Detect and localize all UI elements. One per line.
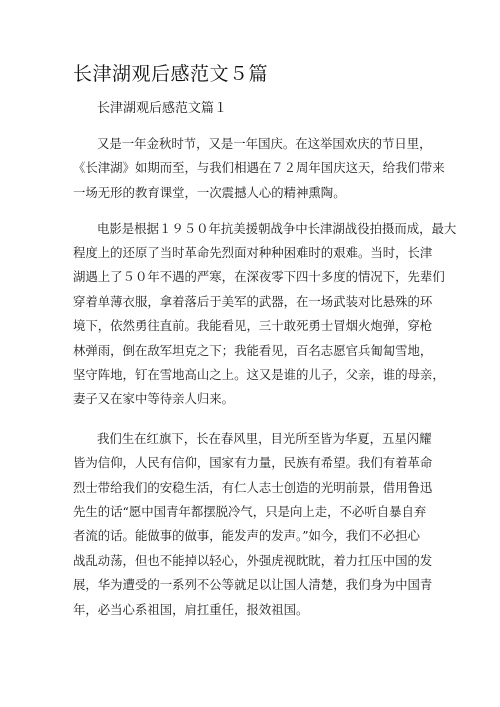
text-line: 程度上的还原了当时革命先烈面对种种困难时的艰难。当时，长津 [73,245,433,260]
text-line: 《长津湖》如期而至，与我们相遇在７２周年国庆这天，给我们带来 [73,160,445,175]
text-line: 我们生在红旗下，长在春风里，目光所至皆为华夏，五星闪耀 [97,431,432,446]
text-line: 年，必当心系祖国，肩扛重任，报效祖国。 [73,602,309,617]
text-line: 先生的话“愿中国青年都摆脱冷气，只是向上走，不必听自暴自弃 [73,504,427,519]
text-line: 妻子又在家中等待亲人归来。 [73,391,235,406]
text-line: 皆为信仰，人民有信仰，国家有力量，民族有希望。我们有着革命 [73,455,433,470]
text-line: 又是一年金秋时节，又是一年国庆。在这举国欢庆的节日里， [97,136,432,151]
text-line: 坚守阵地，钉在雪地高山之上。这又是谁的儿子，父亲，谁的母亲， [73,367,445,382]
document-title: 长津湖观后感范文５篇 [73,63,269,85]
text-line: 一场无形的教育课堂，一次震撼人心的精神熏陶。 [73,185,346,200]
text-line: 者流的话。能做事的做事，能发声的发声。”如今，我们不必担心 [73,528,421,543]
text-line: 战乱动荡，但也不能掉以轻心，外强虎视眈眈，着力扛压中国的发 [73,553,433,568]
text-line: 烈士带给我们的安稳生活，有仁人志士创造的光明前景，借用鲁迅 [73,480,433,495]
text-line: 电影是根据１９５０年抗美援朝战争中长津湖战役拍摄而成，最大 [97,221,457,236]
text-line: 湖遇上了５０年不遇的严寒，在深夜零下四十多度的情况下，先辈们 [73,269,445,284]
text-line: 穿着单薄衣服，拿着落后于美军的武器，在一场武装对比悬殊的环 [73,294,433,309]
text-line: 展，华为遭受的一系列不公等就足以让国人清楚，我们身为中国青 [73,577,433,592]
text-line: 境下，依然勇往直前。我能看见，三十敢死勇士冒烟火炮弹，穿枪 [73,318,433,333]
section-heading: 长津湖观后感范文篇１ [97,101,228,116]
text-line: 林弹雨，倒在敌军坦克之下；我能看见，百名志愿官兵匍匐雪地， [73,343,433,358]
